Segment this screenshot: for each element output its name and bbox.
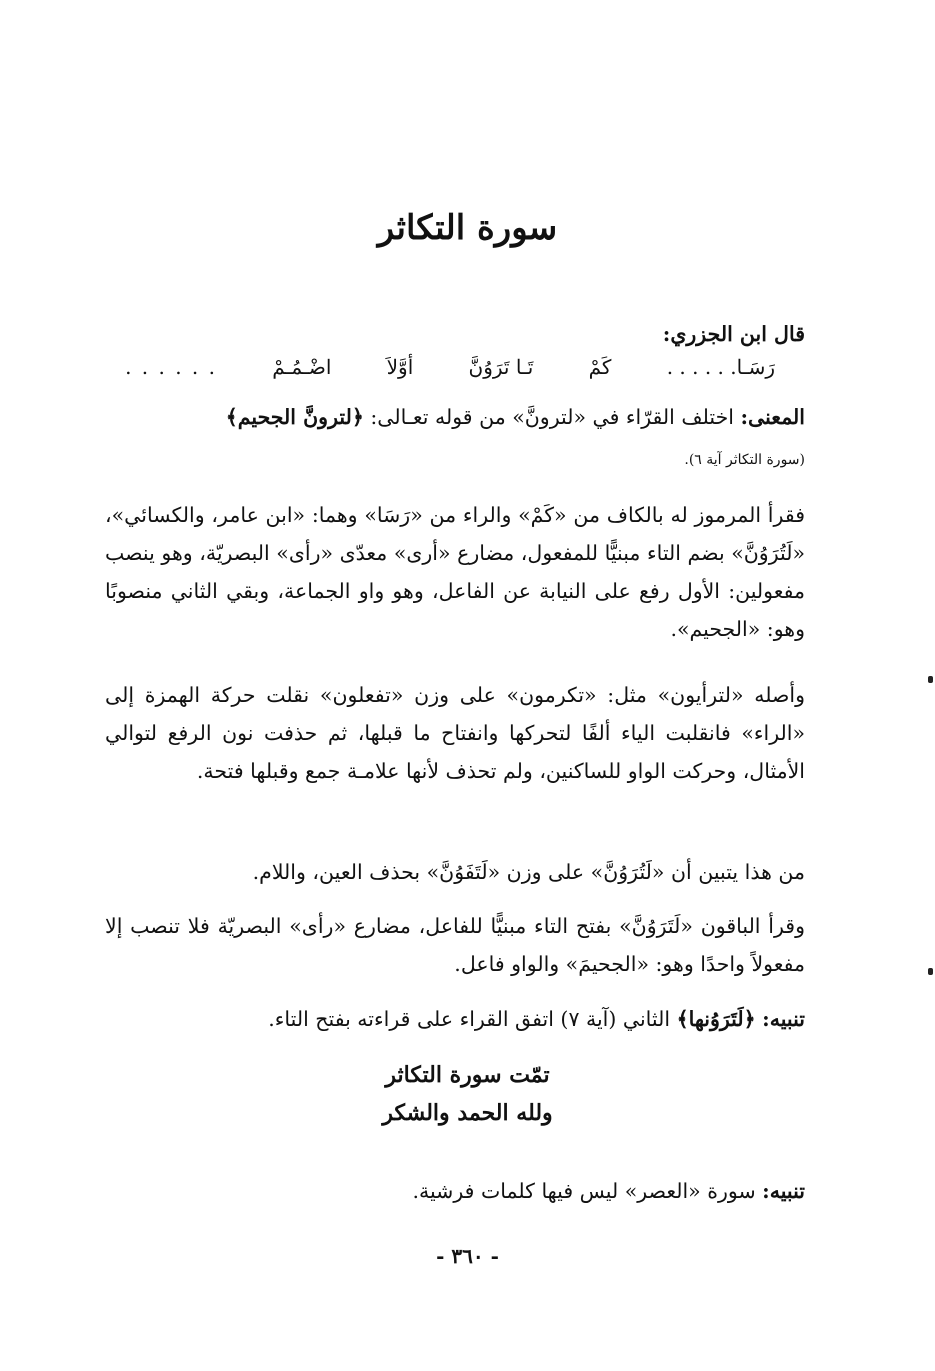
poem-part-2: كَمْ bbox=[588, 355, 612, 379]
poem-part-4: أوَّلاَ bbox=[386, 355, 414, 379]
poem-line bbox=[125, 355, 775, 379]
margin-mark bbox=[928, 968, 933, 975]
tanbih-1-label: تنبيه: bbox=[762, 1007, 805, 1031]
meaning-text: اختلف القرّاء في «لترونَّ» من قوله تعـالى: bbox=[363, 405, 741, 429]
meaning-label: المعنى: bbox=[740, 405, 805, 429]
closing-line-1: تمّت سورة التكاثر bbox=[385, 1062, 550, 1088]
tanbih-2-text: سورة «العصر» ليس فيها كلمات فرشية. bbox=[412, 1179, 763, 1203]
poem-part-1: رَسَـا. . . . . . bbox=[666, 355, 775, 379]
meaning-line bbox=[105, 398, 805, 436]
paragraph-2: وأصله «لترأيون» مثل: «تكرمون» على وزن «تفعلون» نقلت حركة الهمزة إلى «الراء» فانقلبت الياء ألفًا لتحركها وانفتاح ما قبلها، ثم حذفت نون الرفع لتوالي الأمثال، وحركت الواو للساكنين، ولم تحذف لأنها علامـة جمع وقبلها فتحة. bbox=[105, 683, 805, 783]
poem-part-3: تَـا تَرَوُنَّ bbox=[468, 355, 534, 379]
paragraph-4: وقرأ الباقون «لَتَرَوُنَّ» بفتح التاء مبنيًّا للفاعل، مضارع «رأى» البصريّة فلا تنصب إلا مفعولاً واحدًا وهو: «الجحيمَ» والواو فاعل. bbox=[105, 914, 805, 976]
margin-mark bbox=[928, 676, 933, 683]
poem-part-5: اضْـمُـمْ bbox=[272, 355, 332, 379]
tanbih-1-verse: ﴿لَتَرَوُنها﴾ bbox=[676, 1007, 756, 1031]
verse-reference-note: (سورة التكاثر آية ٦). bbox=[684, 452, 805, 468]
closing-line-2: ولله الحمد والشكر bbox=[382, 1100, 553, 1126]
paragraph-3: من هذا يتبين أن «لَتُرَوُنَّ» على وزن «لَتَفَوُنَّ» بحذف العين، واللام. bbox=[252, 860, 805, 884]
page-title: سورة التكاثر bbox=[377, 208, 558, 248]
tanbih-2-label: تنبيه: bbox=[762, 1179, 805, 1203]
paragraph-1: فقرأ المرموز له بالكاف من «كَمْ» والراء من «رَسَا» وهما: «ابن عامر، والكسائي»، «لَتُرَوُنَّ» بضم التاء مبنيًّا للمفعول، مضارع «أرى» معدّى «رأى» البصريّة، وهو ينصب مفعولين: الأول رفع على النيابة عن الفاعل، وهو واو الجماعة، وبقي الثاني منصوبًا وهو: «الجحيم». bbox=[105, 503, 805, 641]
intro-label: قال ابن الجزري: bbox=[662, 322, 805, 346]
tanbih-1 bbox=[105, 1000, 805, 1038]
tanbih-1-text: الثاني (آية ٧) اتفق القراء على قراءته بفتح التاء. bbox=[268, 1007, 677, 1031]
tanbih-2 bbox=[105, 1172, 805, 1210]
page-number: - ٣٦٠ - bbox=[436, 1244, 499, 1268]
poem-dots: . . . . . . bbox=[125, 355, 217, 379]
meaning-verse: ﴿لترونَّ الجحيم﴾ bbox=[225, 405, 364, 429]
